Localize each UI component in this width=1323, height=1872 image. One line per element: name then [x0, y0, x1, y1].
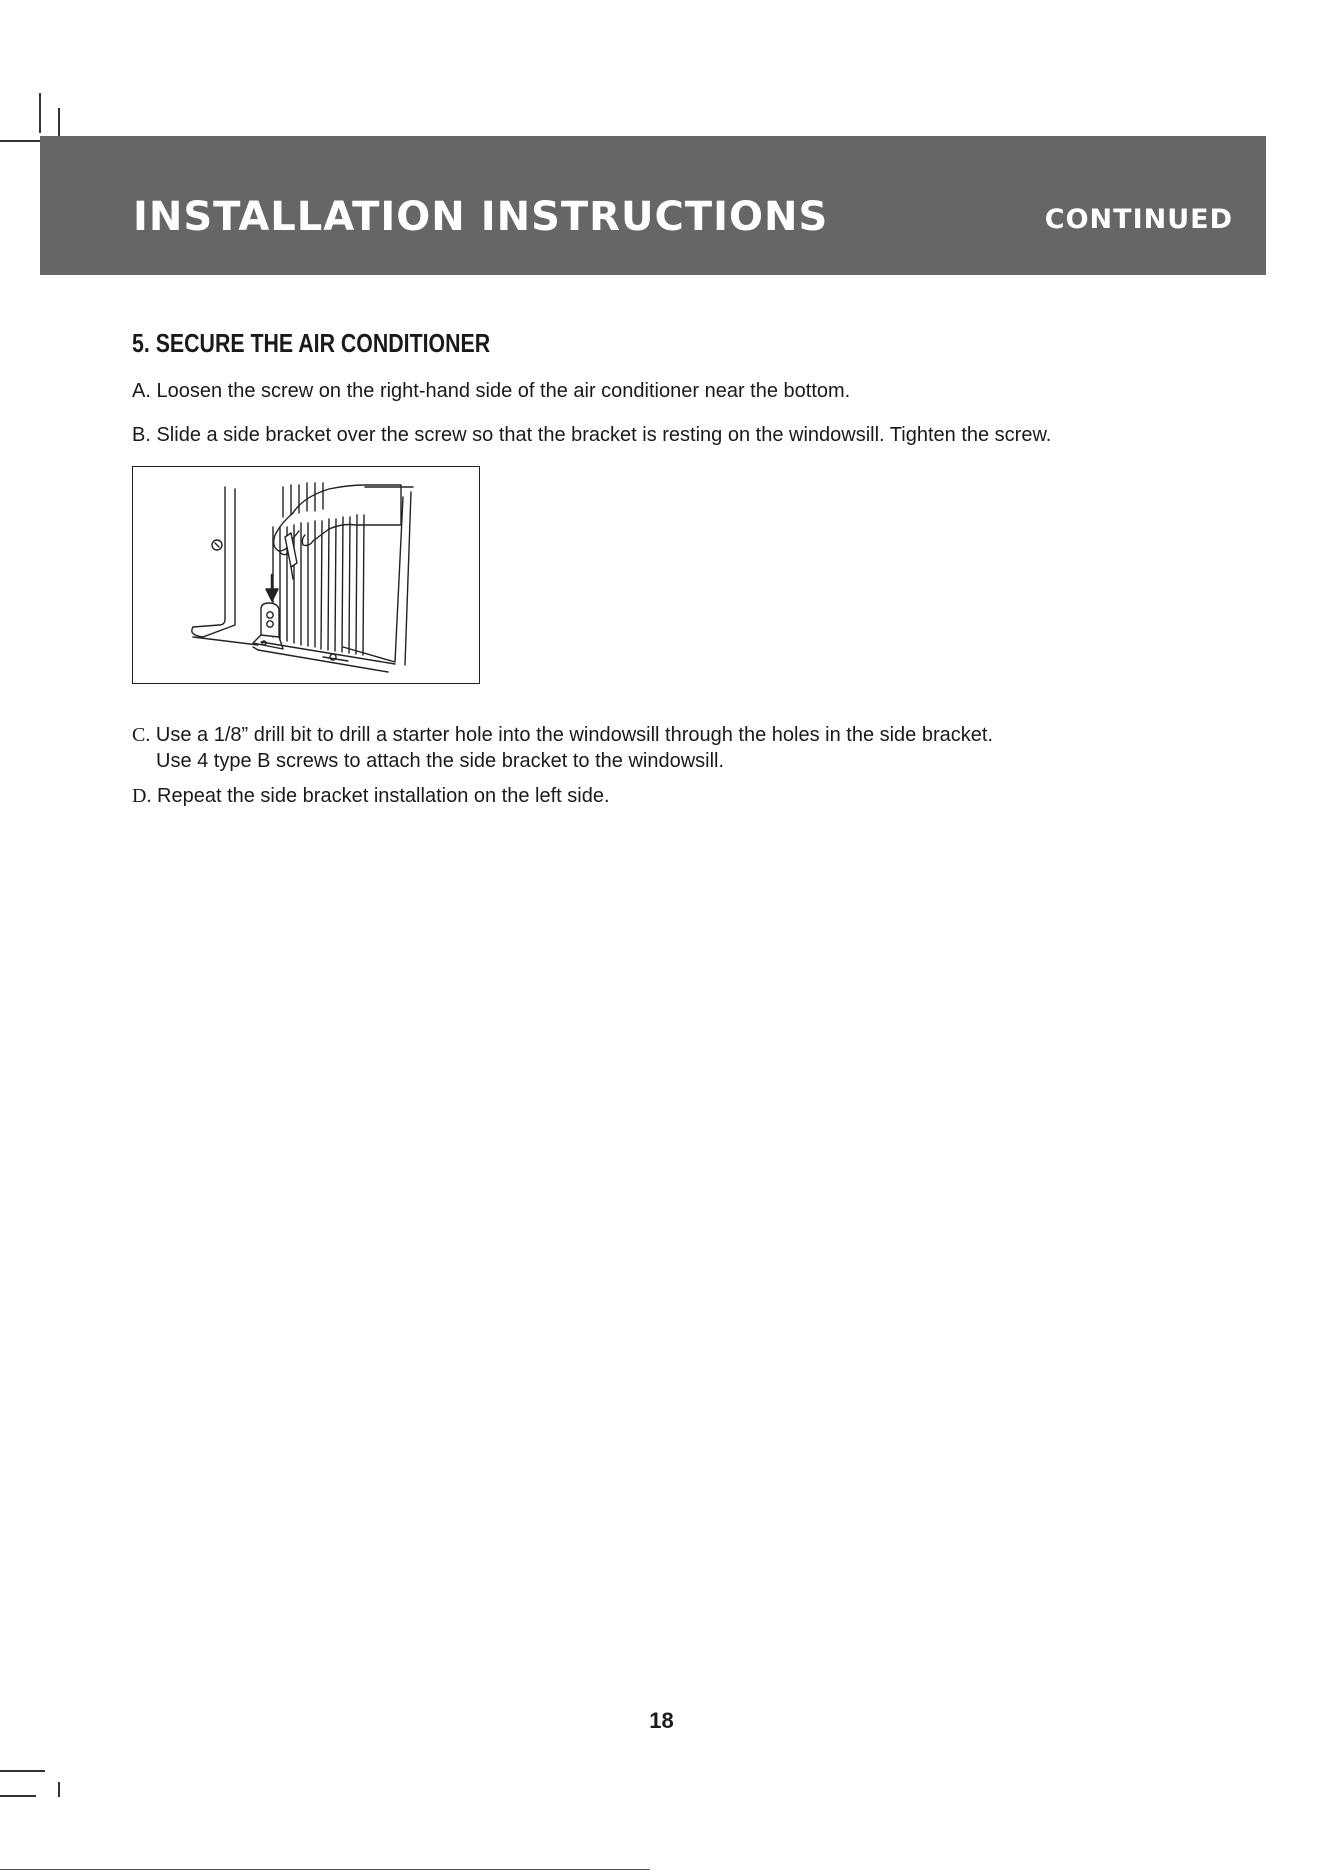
step-text: Repeat the side bracket installation on the left side. [157, 785, 610, 807]
step-c [132, 721, 993, 750]
step-text: Use 4 type B screws to attach the side bracket to the windowsill. [156, 750, 725, 772]
crop-mark [0, 1795, 36, 1797]
step-text: Slide a side bracket over the screw so that the bracket is resting on the windowsill. Tighten the screw. [156, 424, 1052, 446]
step-a [132, 377, 850, 406]
crop-mark [0, 1869, 650, 1870]
continued-label: CONTINUED [1044, 204, 1233, 235]
step-text: Loosen the screw on the right-hand side of the air conditioner near the bottom. [156, 380, 851, 402]
step-c-continued [156, 747, 724, 776]
step-letter: D. [132, 785, 152, 807]
step-b [132, 421, 1051, 450]
step-text: Use a 1/8” drill bit to drill a starter hole into the windowsill through the holes in the side bracket. [155, 724, 994, 746]
step-letter: A. [132, 380, 151, 402]
section-heading: 5. SECURE THE AIR CONDITIONER [132, 328, 491, 358]
step-letter: C. [132, 724, 151, 746]
crop-mark [39, 93, 41, 133]
step-d [132, 782, 610, 811]
page-title: INSTALLATION INSTRUCTIONS [133, 194, 829, 240]
crop-mark [0, 1770, 45, 1772]
bracket-installation-illustration [133, 467, 478, 682]
bracket-figure [132, 466, 480, 684]
header-banner [40, 136, 1266, 275]
step-letter: B. [132, 424, 151, 446]
page-number: 18 [649, 1708, 674, 1733]
crop-mark [58, 1782, 60, 1797]
